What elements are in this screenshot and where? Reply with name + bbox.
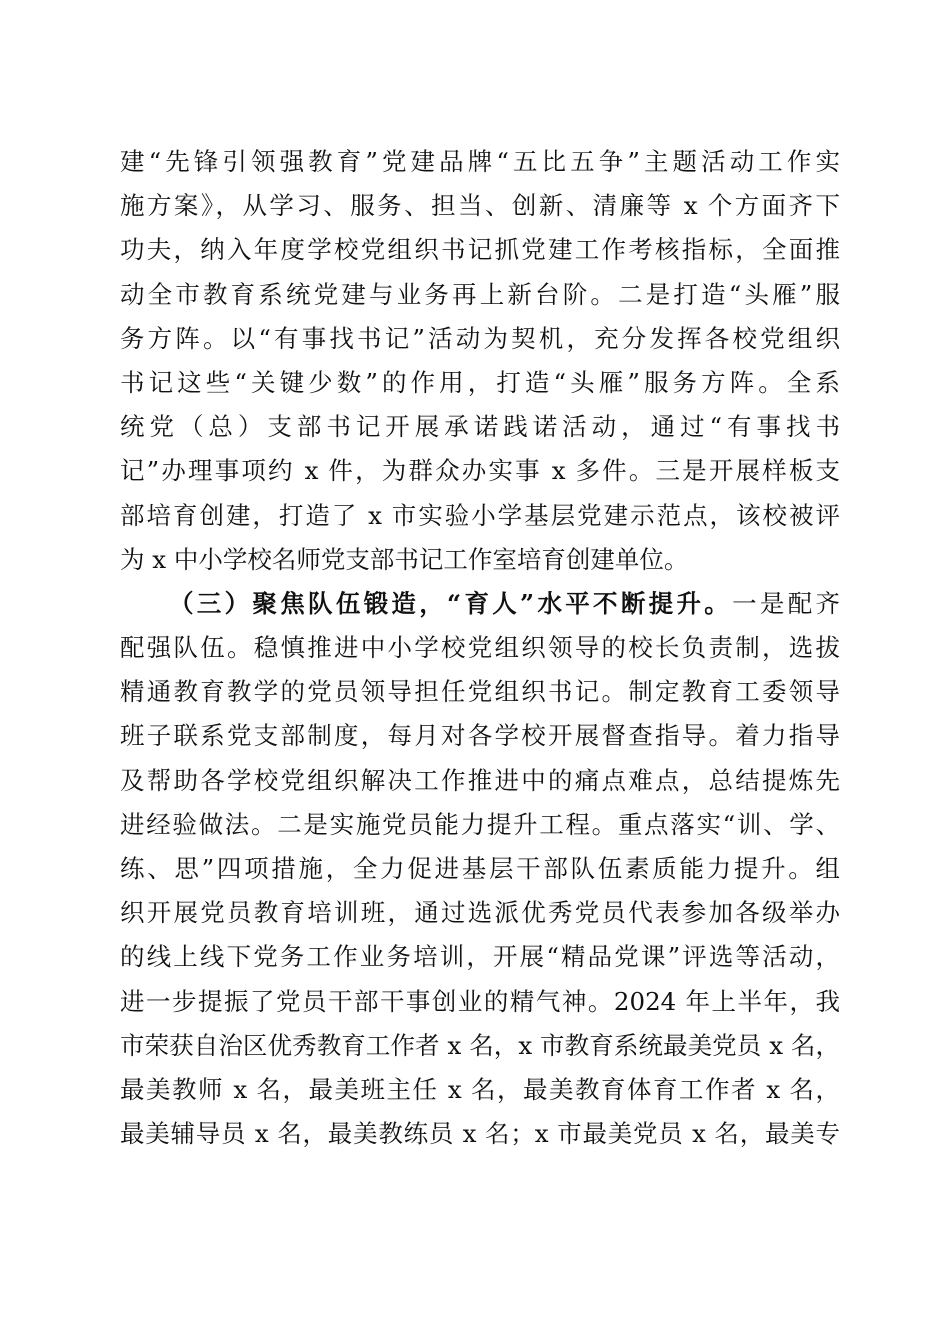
text-line: 市荣获自治区优秀教育工作者 x 名，x 市教育系统最美党员 x 名， [120, 1030, 840, 1060]
text-line: 织开展党员教育培训班，通过选派优秀党员代表参加各级举办 [120, 898, 840, 928]
text-line: 配强队伍。稳慎推进中小学校党组织领导的校长负责制，选拔 [120, 633, 840, 663]
text-line: 部培育创建，打造了 x 市实验小学基层党建示范点，该校被评 [120, 500, 840, 530]
text-line: 最美教师 x 名，最美班主任 x 名，最美教育体育工作者 x 名， [120, 1074, 840, 1104]
text-line: 精通教育教学的党员领导担任党组织书记。制定教育工委领导 [120, 677, 840, 707]
text-line: 功夫，纳入年度学校党组织书记抓党建工作考核指标，全面推 [120, 235, 840, 265]
text-line: 的线上线下党务工作业务培训，开展“精品党课”评选等活动， [120, 942, 840, 972]
text-line: 动全市教育系统党建与业务再上新台阶。二是打造“头雁”服 [120, 279, 840, 309]
text-line: 建“先锋引领强教育”党建品牌“五比五争”主题活动工作实 [120, 147, 840, 176]
text-line: 及帮助各学校党组织解决工作推进中的痛点难点，总结提炼先 [120, 765, 840, 795]
text-line: 进经验做法。二是实施党员能力提升工程。重点落实“训、学、 [120, 809, 840, 839]
text-line: 练、思”四项措施，全力促进基层干部队伍素质能力提升。组 [120, 854, 840, 883]
text-line: 班子联系党支部制度，每月对各学校开展督查指导。着力指导 [120, 721, 840, 751]
text-line: 最美辅导员 x 名，最美教练员 x 名；x 市最美党员 x 名，最美专 [120, 1119, 840, 1149]
text-line: 务方阵。以“有事找书记”活动为契机，充分发挥各校党组织 [120, 323, 840, 353]
body-text [120, 140, 840, 1156]
text-line: 记”办理事项约 x 件，为群众办实事 x 多件。三是开展样板支 [120, 456, 840, 486]
section-heading: （三）聚焦队伍锻造，“育人”水平不断提升。 [169, 588, 733, 618]
text-line: 为 x 中小学校名师党支部书记工作室培育创建单位。 [120, 544, 689, 574]
text-line: 施方案》，从学习、服务、担当、创新、清廉等 x 个方面齐下 [120, 191, 840, 221]
heading-line-rest: 一是配齐 [732, 588, 840, 618]
text-line: 书记这些“关键少数”的作用，打造“头雁”服务方阵。全系 [120, 367, 840, 397]
paragraph-1 [120, 140, 840, 582]
text-line: 进一步提振了党员干部干事创业的精气神。2024 年上半年，我 [120, 986, 840, 1016]
section-heading-line [120, 582, 840, 626]
paragraph-2 [120, 582, 840, 1156]
text-line: 统党（总）支部书记开展承诺践诺活动，通过“有事找书 [120, 412, 840, 442]
